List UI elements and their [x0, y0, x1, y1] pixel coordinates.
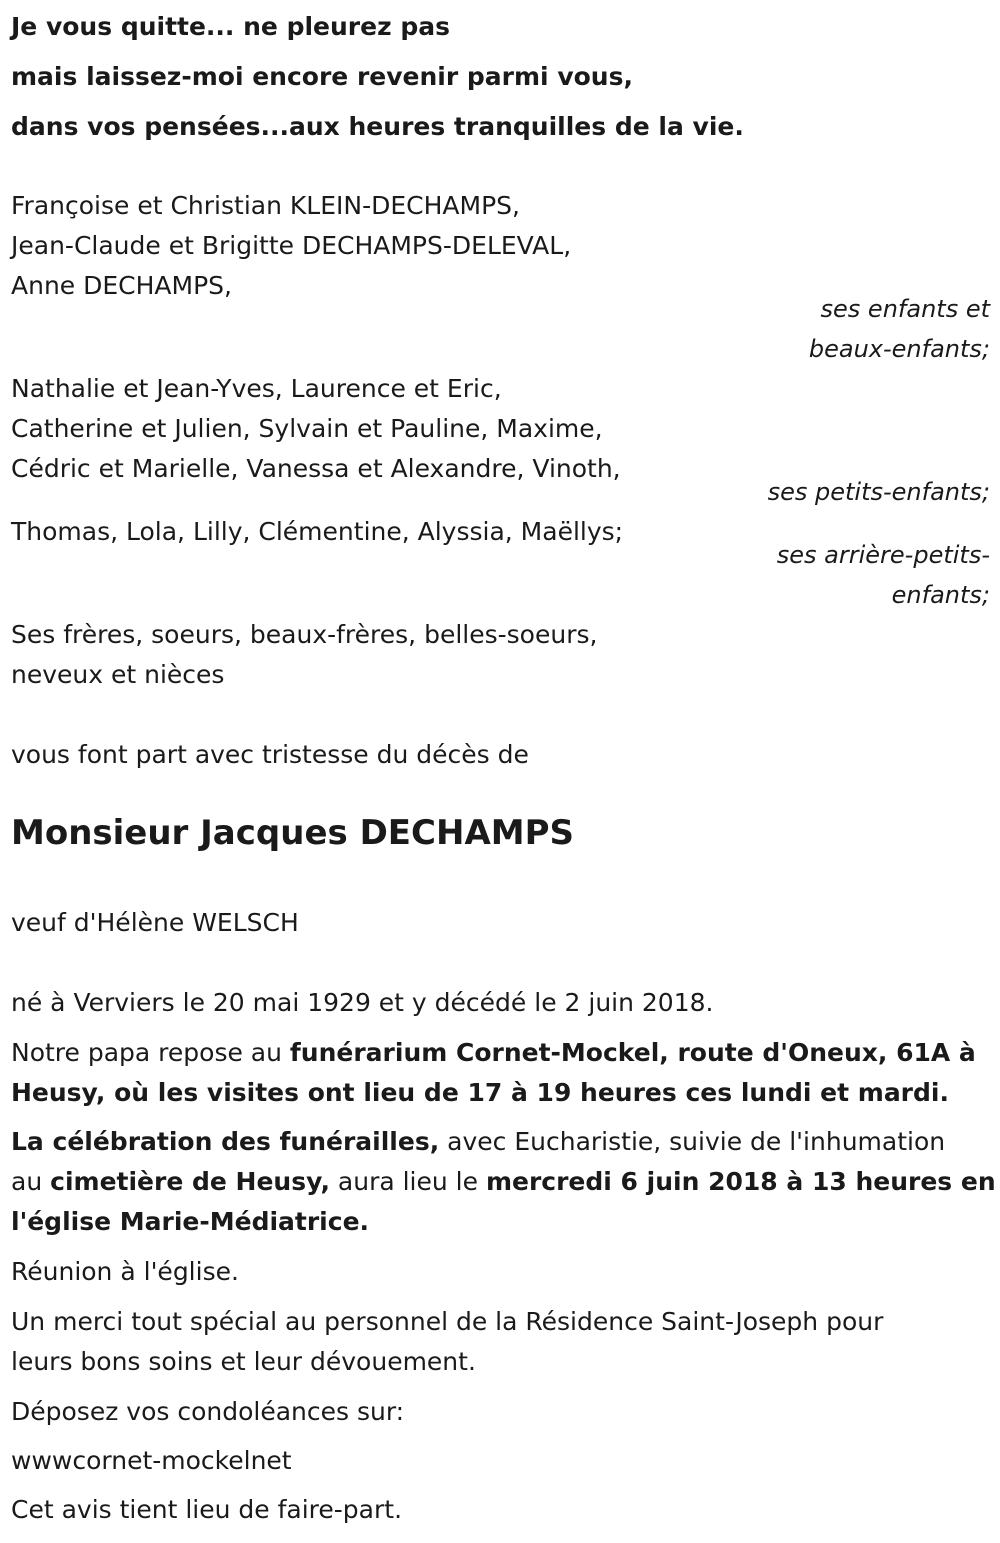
celebration-heading: La célébration des funérailles,: [11, 1127, 440, 1156]
children-role-line-2: beaux-enfants;: [808, 335, 990, 363]
celebration-date: mercredi 6 juin 2018 à 13 heures en: [485, 1167, 996, 1196]
poem-line-2: mais laissez-moi encore revenir parmi vous,: [11, 62, 633, 91]
celebration-au: au: [11, 1167, 51, 1196]
celebration-line-1: [11, 1129, 945, 1154]
repose-line-2: Heusy, où les visites ont lieu de 17 à 19 heures ces lundi et mardi.: [11, 1078, 949, 1107]
notice-text: Cet avis tient lieu de faire-part.: [11, 1495, 403, 1524]
poem-line-3: dans vos pensées...aux heures tranquilles de la vie.: [11, 112, 744, 141]
celebration-detail: avec Eucharistie, suivie de l'inhumation: [439, 1127, 946, 1156]
thanks-line-1: Un merci tout spécial au personnel de la Résidence Saint-Joseph pour: [11, 1307, 884, 1336]
grandchildren-line-1: Nathalie et Jean-Yves, Laurence et Eric,: [11, 374, 502, 403]
announcement-text: vous font part avec tristesse du décès de: [11, 740, 529, 769]
cemetery-name: cimetière de Heusy,: [50, 1167, 330, 1196]
siblings-line-2: neveux et nièces: [11, 660, 225, 689]
grandchildren-line-2: Catherine et Julien, Sylvain et Pauline, Maxime,: [11, 414, 603, 443]
celebration-line-3: l'église Marie-Médiatrice.: [11, 1207, 370, 1236]
celebration-aura-lieu: aura lieu le: [329, 1167, 486, 1196]
repose-funerarium: funérarium Cornet-Mockel, route d'Oneux, 61A à: [289, 1038, 976, 1067]
celebration-line-2: [11, 1169, 996, 1194]
children-line-3: Anne DECHAMPS,: [11, 271, 232, 300]
children-line-2: Jean-Claude et Brigitte DECHAMPS-DELEVAL,: [11, 231, 572, 260]
thanks-line-2: leurs bons soins et leur dévouement.: [11, 1347, 476, 1376]
widower-text: veuf d'Hélène WELSCH: [11, 908, 299, 937]
children-role-line-1: ses enfants et: [820, 295, 990, 323]
repose-intro: Notre papa repose au: [11, 1038, 290, 1067]
repose-line-1: [11, 1040, 976, 1065]
birth-death-text: né à Verviers le 20 mai 1929 et y décédé le 2 juin 2018.: [11, 988, 714, 1017]
grandchildren-line-3: Cédric et Marielle, Vanessa et Alexandre, Vinoth,: [11, 454, 621, 483]
great-grandchildren-role-line-1: ses arrière-petits-: [776, 541, 990, 569]
siblings-line-1: Ses frères, soeurs, beaux-frères, belles-soeurs,: [11, 620, 598, 649]
great-grandchildren-line: Thomas, Lola, Lilly, Clémentine, Alyssia, Maëllys;: [11, 517, 624, 546]
deceased-name: Monsieur Jacques DECHAMPS: [11, 813, 574, 853]
grandchildren-role: ses petits-enfants;: [767, 478, 990, 506]
children-line-1: Françoise et Christian KLEIN-DECHAMPS,: [11, 191, 520, 220]
condolences-text: Déposez vos condoléances sur:: [11, 1397, 405, 1426]
reunion-text: Réunion à l'église.: [11, 1257, 239, 1286]
great-grandchildren-role-line-2: enfants;: [891, 581, 990, 609]
website-link[interactable]: wwwcornet-mockelnet: [11, 1446, 292, 1475]
poem-line-1: Je vous quitte... ne pleurez pas: [11, 12, 450, 41]
